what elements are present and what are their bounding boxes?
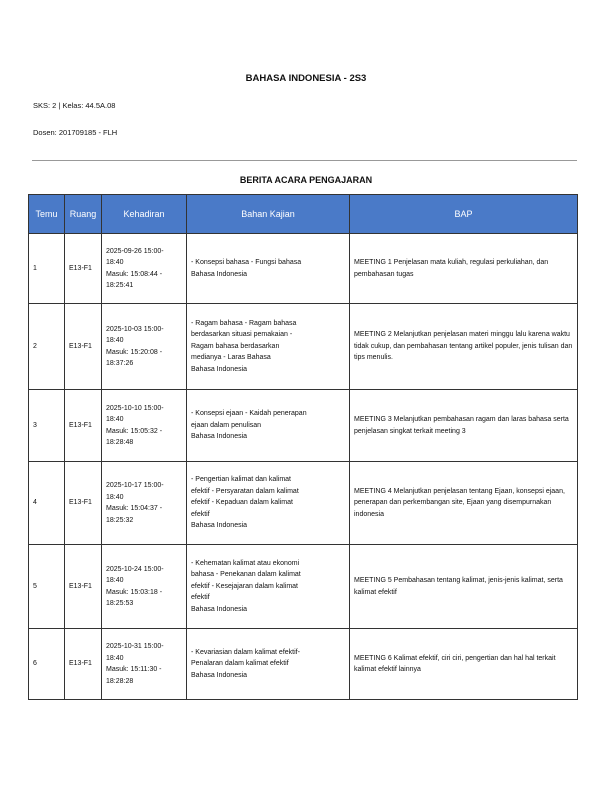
lecturer-meta: Dosen: 201709185 - FLH <box>33 128 118 137</box>
cell-bap: MEETING 3 Melanjutkan pembahasan ragam dan laras bahasa serta penjelasan singkat terkait meeting 3 <box>350 390 578 462</box>
cell-temu: 5 <box>29 545 65 629</box>
cell-ruang: E13-F1 <box>65 462 102 545</box>
col-header-temu: Temu <box>29 195 65 234</box>
cell-kehadiran <box>102 390 187 462</box>
table-row <box>29 304 578 390</box>
table-row <box>29 390 578 462</box>
table-row <box>29 462 578 545</box>
kehadiran-text: 2025-10-17 15:00- 18:40 Masuk: 15:04:37 - 18:25:32 <box>106 482 164 524</box>
cell-bap: MEETING 2 Melanjutkan penjelasan materi minggu lalu karena waktu tidak cukup, dan pembahasan tentang artikel populer, jenis tulisan dan tips menulis. <box>350 304 578 390</box>
bahan-text: - Kehematan kalimat atau ekonomi bahasa - Penekanan dalam kalimat efektif - Kesejajaran dalam kalimat efektif Bahasa Indonesia <box>191 559 301 613</box>
cell-bahan-kajian <box>187 545 350 629</box>
kehadiran-text: 2025-09-26 15:00- 18:40 Masuk: 15:08:44 - 18:25:41 <box>106 247 164 289</box>
bahan-text: - Pengertian kalimat dan kalimat efektif - Persyaratan dalam kalimat efektif - Kepaduan dalam kalimat efektif Bahasa Indonesia <box>191 476 299 530</box>
cell-bahan-kajian <box>187 629 350 700</box>
cell-kehadiran <box>102 462 187 545</box>
kehadiran-text: 2025-10-31 15:00- 18:40 Masuk: 15:11:30 - 18:28:28 <box>106 643 164 685</box>
cell-bap: MEETING 5 Pembahasan tentang kalimat, jenis-jenis kalimat, serta kalimat efektif <box>350 545 578 629</box>
cell-ruang: E13-F1 <box>65 545 102 629</box>
kehadiran-text: 2025-10-24 15:00- 18:40 Masuk: 15:03:18 - 18:25:53 <box>106 565 164 607</box>
cell-temu: 4 <box>29 462 65 545</box>
cell-bap: MEETING 6 Kalimat efektif, ciri ciri, pengertian dan hal hal terkait kalimat efektif lainnya <box>350 629 578 700</box>
cell-bap: MEETING 1 Penjelasan mata kuliah, regulasi perkuliahan, dan pembahasan tugas <box>350 234 578 304</box>
table-row <box>29 234 578 304</box>
section-title: BERITA ACARA PENGAJARAN <box>239 175 373 185</box>
cell-ruang: E13-F1 <box>65 304 102 390</box>
cell-temu: 1 <box>29 234 65 304</box>
teaching-report-table <box>28 194 578 700</box>
bahan-text: - Konsepsi bahasa - Fungsi bahasa Bahasa Indonesia <box>191 259 302 278</box>
col-header-kehadiran: Kehadiran <box>102 195 187 234</box>
col-header-ruang: Ruang <box>65 195 102 234</box>
cell-ruang: E13-F1 <box>65 390 102 462</box>
cell-ruang: E13-F1 <box>65 629 102 700</box>
col-header-bahan-kajian: Bahan Kajian <box>187 195 350 234</box>
kehadiran-text: 2025-10-03 15:00- 18:40 Masuk: 15:20:08 - 18:37:26 <box>106 325 164 367</box>
divider <box>32 160 577 161</box>
table-row <box>29 629 578 700</box>
table-header-row <box>29 195 578 234</box>
cell-kehadiran <box>102 234 187 304</box>
document-title: BAHASA INDONESIA - 2S3 <box>245 73 367 84</box>
bahan-text: - Konsepsi ejaan - Kaidah penerapan ejaan dalam penulisan Bahasa Indonesia <box>191 410 307 441</box>
table-row <box>29 545 578 629</box>
cell-kehadiran <box>102 629 187 700</box>
cell-bahan-kajian <box>187 462 350 545</box>
cell-bahan-kajian <box>187 304 350 390</box>
cell-temu: 6 <box>29 629 65 700</box>
cell-ruang: E13-F1 <box>65 234 102 304</box>
cell-bap: MEETING 4 Melanjutkan penjelasan tentang Ejaan, konsepsi ejaan, penerapan dan perkembangan site, Ejaan yang disempurnakan indonesia <box>350 462 578 545</box>
bahan-text: - Kevariasian dalam kalimat efektif- Penalaran dalam kalimat efektif Bahasa Indonesia <box>191 648 300 679</box>
bahan-text: - Ragam bahasa - Ragam bahasa berdasarkan situasi pemakaian - Ragam bahasa berdasarkan medianya - Laras Bahasa Bahasa Indonesia <box>191 319 297 373</box>
cell-bahan-kajian <box>187 390 350 462</box>
cell-bahan-kajian <box>187 234 350 304</box>
cell-temu: 3 <box>29 390 65 462</box>
course-meta: SKS: 2 | Kelas: 44.5A.08 <box>33 101 116 110</box>
kehadiran-text: 2025-10-10 15:00- 18:40 Masuk: 15:05:32 - 18:28:48 <box>106 404 164 446</box>
cell-kehadiran <box>102 304 187 390</box>
col-header-bap: BAP <box>350 195 578 234</box>
cell-kehadiran <box>102 545 187 629</box>
cell-temu: 2 <box>29 304 65 390</box>
